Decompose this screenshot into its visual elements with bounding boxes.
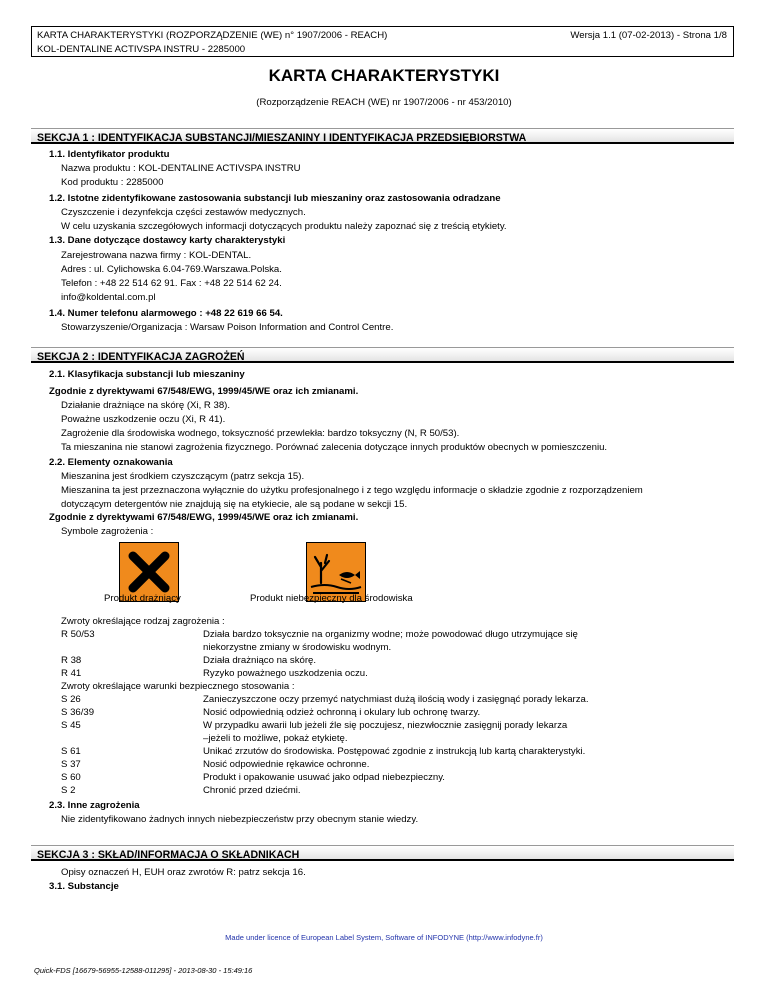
label-line-3: dotyczącym detergentów nie znajdują się na etykiecie, ale są podane w sekcji 15. — [61, 499, 408, 510]
section-2-heading: SEKCJA 2 : IDENTYFIKACJA ZAGROŻEŃ — [31, 347, 734, 363]
firm-name: Zarejestrowana nazwa firmy : KOL-DENTAL. — [61, 250, 252, 261]
product-code: Kod produktu : 2285000 — [61, 177, 164, 188]
s-description: Unikać zrzutów do środowiska. Postępować zgodnie z instrukcją lub kartą charakterystyki. — [203, 746, 586, 757]
r-code: R 50/53 — [61, 629, 95, 640]
s-phrases-heading: Zwroty określające warunki bezpiecznego stosowania : — [61, 681, 295, 692]
heading-1-1: 1.1. Identyfikator produktu — [49, 149, 170, 160]
s-code: S 45 — [61, 720, 81, 731]
heading-2-1: 2.1. Klasyfikacja substancji lub mieszaniny — [49, 369, 245, 380]
s-code: S 26 — [61, 694, 81, 705]
firm-address: Adres : ul. Cylichowska 6.04-769.Warszawa.Polska. — [61, 264, 282, 275]
s-description: W przypadku awarii lub jeżeli źle się poczujesz, niezwłocznie zasięgnij porady lekarza — [203, 720, 568, 731]
heading-1-3: 1.3. Dane dotyczące dostawcy karty charakterystyki — [49, 235, 286, 246]
symbol-irritant-label: Produkt drażniący — [104, 593, 181, 604]
heading-1-2: 1.2. Istotne zidentyfikowane zastosowania substancji lub mieszaniny oraz zastosowania odradzane — [49, 193, 501, 204]
label-line-1: Mieszanina jest środkiem czyszczącym (patrz sekcja 15). — [61, 471, 305, 482]
header-product: KOL-DENTALINE ACTIVSPA INSTRU - 2285000 — [37, 43, 246, 55]
heading-2-3: 2.3. Inne zagrożenia — [49, 800, 140, 811]
use-line-2: W celu uzyskania szczegółowych informacji dotyczących produktu należy zapoznać się z treścią etykiety. — [61, 221, 507, 232]
s-description: Nosić odpowiednie rękawice ochronne. — [203, 759, 370, 770]
section-3-heading: SEKCJA 3 : SKŁAD/INFORMACJA O SKŁADNIKACH — [31, 845, 734, 861]
firm-phone-fax: Telefon : +48 22 514 62 91. Fax : +48 22 514 62 24. — [61, 278, 282, 289]
s-code: S 37 — [61, 759, 81, 770]
s-description-cont: –jeżeli to możliwe, pokaż etykietę. — [203, 733, 348, 744]
use-line-1: Czyszczenie i dezynfekcja części zestawów medycznych. — [61, 207, 306, 218]
label-line-2: Mieszanina ta jest przeznaczona wyłącznie do użytku profesjonalnego i z tego względu informacje o składzie zgodnie z rozporządzeniem — [61, 485, 643, 496]
hazard-symbols-label: Symbole zagrożenia : — [61, 526, 154, 537]
other-hazards: Nie zidentyfikowano żadnych innych niebezpieczeństw przy obecnym stanie wiedzy. — [61, 814, 419, 825]
heading-2-2: 2.2. Elementy oznakowania — [49, 457, 173, 468]
document-subtitle: (Rozporządzenie REACH (WE) nr 1907/2006 - nr 453/2010) — [256, 97, 512, 108]
r-phrases-heading: Zwroty określające rodzaj zagrożenia : — [61, 616, 225, 627]
classification-2: Poważne uszkodzenie oczu (Xi, R 41). — [61, 414, 226, 425]
classification-3: Zagrożenie dla środowiska wodnego, toksyczność przewlekła: bardzo toksyczny (N, R 50/53). — [61, 428, 460, 439]
page-header — [31, 26, 734, 57]
header-left — [37, 29, 387, 56]
s-code: S 61 — [61, 746, 81, 757]
footer-quick-fds: Quick-FDS [16679-56955-12588-011295] - 2013-08-30 - 15:49:16 — [34, 966, 253, 975]
s-code: S 2 — [61, 785, 76, 796]
s-code: S 60 — [61, 772, 81, 783]
product-name: Nazwa produktu : KOL-DENTALINE ACTIVSPA INSTRU — [61, 163, 301, 174]
directive-line-1: Zgodnie z dyrektywami 67/548/EWG, 1999/45/WE oraz ich zmianami. — [49, 386, 359, 397]
s-description: Zanieczyszczone oczy przemyć natychmiast dużą ilością wody i zasięgnąć porady lekarza. — [203, 694, 589, 705]
firm-email[interactable]: info@koldental.com.pl — [61, 292, 156, 303]
r-description: Działa bardzo toksycznie na organizmy wodne; może powodować długo utrzymujące się — [203, 629, 578, 640]
footer-licence-link[interactable]: Made under licence of European Label System, Software of INFODYNE (http://www.infodyne.fr) — [225, 933, 543, 942]
heading-3-1: 3.1. Substancje — [49, 881, 119, 892]
emergency-org: Stowarzyszenie/Organizacja : Warsaw Poison Information and Control Centre. — [61, 322, 394, 333]
heading-1-4: 1.4. Numer telefonu alarmowego : +48 22 619 66 54. — [49, 308, 283, 319]
symbol-environment-label: Produkt niebezpieczny dla środowiska — [250, 593, 413, 604]
r-description-cont: niekorzystne zmiany w środowisku wodnym. — [203, 642, 392, 653]
header-regulation: KARTA CHARAKTERYSTYKI (ROZPORZĄDZENIE (WE) n° 1907/2006 - REACH) — [37, 30, 388, 41]
r-description: Działa drażniąco na skórę. — [203, 655, 317, 666]
document-title: KARTA CHARAKTERYSTYKI — [268, 66, 500, 85]
s-description: Nosić odpowiednią odzież ochronną i okulary lub ochronę twarzy. — [203, 707, 481, 718]
classification-4: Ta mieszanina nie stanowi zagrożenia fizycznego. Porównać zalecenia dotyczące innych produktów obecnych w pomieszczeniu. — [61, 442, 608, 453]
section-3-note: Opisy oznaczeń H, EUH oraz zwrotów R: patrz sekcja 16. — [61, 867, 306, 878]
s-description: Chronić przed dziećmi. — [203, 785, 301, 796]
header-version: Wersja 1.1 (07-02-2013) - Strona 1/8 — [570, 30, 727, 41]
r-description: Ryzyko poważnego uszkodzenia oczu. — [203, 668, 368, 679]
s-description: Produkt i opakowanie usuwać jako odpad niebezpieczny. — [203, 772, 445, 783]
directive-line-2: Zgodnie z dyrektywami 67/548/EWG, 1999/45/WE oraz ich zmianami. — [49, 512, 359, 523]
s-code: S 36/39 — [61, 707, 95, 718]
classification-1: Działanie drażniące na skórę (Xi, R 38). — [61, 400, 231, 411]
r-code: R 38 — [61, 655, 82, 666]
section-1-heading: SEKCJA 1 : IDENTYFIKACJA SUBSTANCJI/MIESZANINY I IDENTYFIKACJA PRZEDSIĘBIORSTWA — [31, 128, 734, 144]
r-code: R 41 — [61, 668, 82, 679]
